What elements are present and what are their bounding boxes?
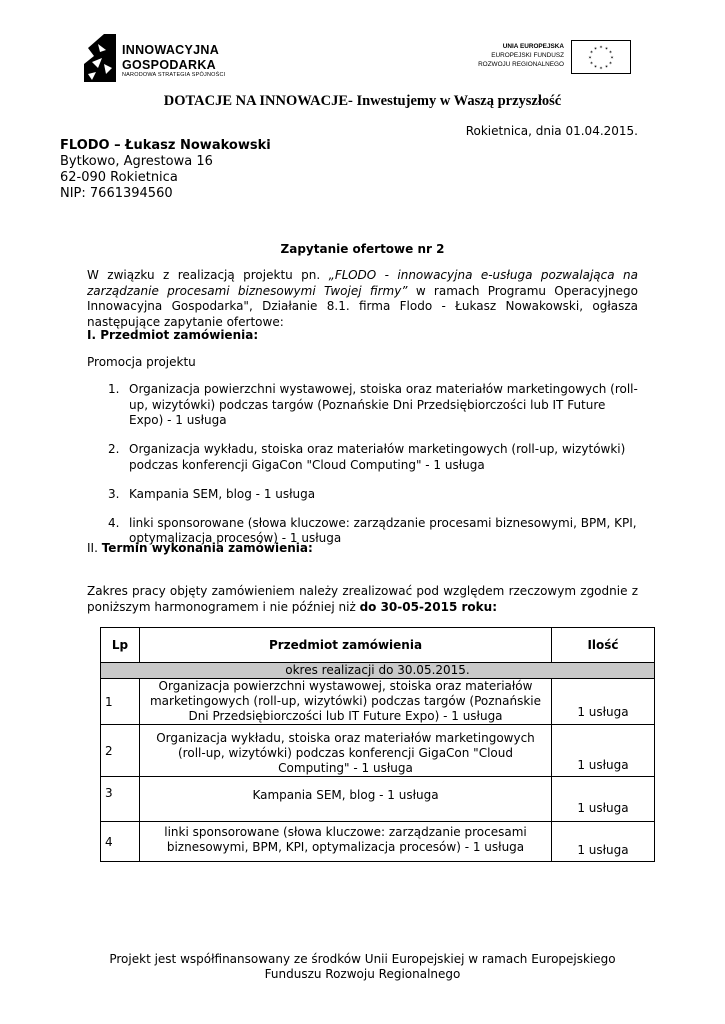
svg-text:✶: ✶	[589, 50, 594, 56]
cell-lp: 4	[101, 822, 140, 862]
company-city: 62-090 Rokietnica	[60, 170, 178, 185]
header-lp: Lp	[101, 628, 140, 663]
header-qty: Ilość	[552, 628, 655, 663]
cell-qty: 1 usługa	[552, 679, 655, 725]
cell-qty: 1 usługa	[552, 822, 655, 862]
item-number: 3.	[108, 486, 120, 501]
item-number: 4.	[108, 515, 120, 530]
scope-paragraph	[87, 584, 638, 615]
section-2-heading	[87, 541, 638, 557]
cell-lp: 2	[101, 725, 140, 777]
eu-line-1: UNIA EUROPEJSKA	[502, 43, 564, 50]
table-row	[101, 822, 655, 862]
eu-logo-text	[460, 42, 564, 69]
innovation-logo-icon	[84, 34, 116, 82]
list-item	[87, 442, 638, 473]
cell-lp: 3	[101, 777, 140, 822]
table-row	[101, 725, 655, 777]
svg-text:✶: ✶	[604, 47, 609, 52]
document-title: Zapytanie ofertowe nr 2	[280, 242, 445, 256]
intro-after: w ramach Programu Operacyjnego Innowacyjna Gospodarka", Działanie 8.1. firma Flodo - Łukasz Nowakowski, ogłasza następujące zapytanie ofertowe:	[87, 283, 638, 329]
svg-text:✶: ✶	[608, 61, 613, 67]
cell-subject: Kampania SEM, blog - 1 usługa	[140, 777, 552, 822]
svg-text:✶: ✶	[599, 45, 603, 51]
scope-text: Zakres pracy objęty zamówieniem należy zrealizować pod względem rzeczowym zgodnie z poniższym harmonogramem i nie później niż	[87, 584, 638, 614]
table-header-row	[101, 628, 655, 663]
cell-qty: 1 usługa	[552, 777, 655, 822]
svg-text:✶: ✶	[593, 47, 598, 52]
cell-qty: 1 usługa	[552, 725, 655, 777]
svg-text:✶: ✶	[610, 56, 614, 61]
company-street: Bytkowo, Agrestowa 16	[60, 154, 213, 169]
eu-line-2: EUROPEJSKI FUNDUSZ	[491, 52, 564, 59]
item-number: 1.	[108, 382, 120, 396]
item-text: Kampania SEM, blog - 1 usługa	[129, 486, 316, 501]
table-row	[101, 777, 655, 822]
section-2-prefix: II.	[87, 541, 102, 555]
item-text: Organizacja wykładu, stoiska oraz materiałów marketingowych (roll-up, wizytówki) podczas konferencji GigaCon "Cloud Computing" - 1 usługa	[129, 442, 626, 472]
logo-line-3: NARODOWA STRATEGIA SPÓJNOŚCI	[122, 72, 226, 78]
eu-logo	[460, 40, 632, 74]
logo-line-1: INNOWACYJNA	[122, 43, 220, 57]
section-2-title: Termin wykonania zamówienia:	[101, 541, 313, 555]
eu-flag-icon	[571, 40, 631, 74]
innowacyjna-gospodarka-logo	[84, 34, 234, 82]
svg-text:✶: ✶	[593, 65, 598, 70]
list-item	[87, 382, 638, 429]
page-heading: DOTACJE NA INNOWACJE- Inwestujemy w Waszą przyszłość	[163, 93, 562, 109]
svg-text:✶: ✶	[588, 56, 592, 61]
svg-text:✶: ✶	[589, 61, 594, 67]
svg-text:✶: ✶	[604, 65, 609, 70]
cell-subject: Organizacja powierzchni wystawowej, stoiska oraz materiałów marketingowych (roll-up, wizytówki) podczas targów (Poznańskie Dni Przedsiębiorczości lub IT Future Expo) - 1 usługa	[140, 679, 552, 725]
svg-text:✶: ✶	[608, 50, 613, 56]
period-row	[101, 663, 655, 679]
list-item	[87, 487, 638, 503]
intro-before: W związku z realizacją projektu pn.	[87, 268, 329, 282]
intro-paragraph	[87, 268, 638, 330]
scope-deadline: do 30-05-2015 roku:	[359, 599, 497, 614]
project-name: „FLODO - innowacyjna e-usługa pozwalająca na zarządzanie procesami biznesowymi Twojej firmy”	[87, 268, 638, 298]
company-name: FLODO – Łukasz Nowakowski	[60, 138, 271, 153]
header-subject: Przedmiot zamówienia	[140, 628, 552, 663]
section-1-subheading: Promocja projektu	[87, 355, 196, 369]
company-address	[60, 138, 271, 202]
cell-subject: Organizacja wykładu, stoiska oraz materiałów marketingowych (roll-up, wizytówki) podczas konferencji GigaCon "Cloud Computing" - 1 usługa	[140, 725, 552, 777]
eu-line-3: ROZWOJU REGIONALNEGO	[478, 61, 564, 68]
order-items-list	[87, 382, 638, 560]
section-1-heading: I. Przedmiot zamówienia:	[87, 328, 259, 342]
cell-subject: linki sponsorowane (słowa kluczowe: zarządzanie procesami biznesowymi, BPM, KPI, optymalizacja procesów) - 1 usługa	[140, 822, 552, 862]
cell-lp: 1	[101, 679, 140, 725]
logo-line-2: GOSPODARKA	[122, 58, 216, 72]
footer-note: Projekt jest współfinansowany ze środków Unii Europejskiej w ramach Europejskiego Funduszu Rozwoju Regionalnego	[109, 952, 616, 981]
document-date: Rokietnica, dnia 01.04.2015.	[465, 124, 638, 138]
item-text: Organizacja powierzchni wystawowej, stoiska oraz materiałów marketingowych (roll-up, wizytówki) podczas targów (Poznańskie Dni Przedsiębiorczości lub IT Future Expo) - 1 usługa	[129, 382, 638, 427]
company-nip: NIP: 7661394560	[60, 186, 173, 201]
svg-text:✶: ✶	[599, 66, 603, 72]
table-row	[101, 679, 655, 725]
period-cell: okres realizacji do 30.05.2015.	[101, 663, 655, 679]
schedule-table	[100, 627, 655, 862]
item-text: linki sponsorowane (słowa kluczowe: zarządzanie procesami biznesowymi, BPM, KPI, optymalizacja procesów) - 1 usługa	[129, 515, 637, 545]
item-number: 2.	[108, 442, 120, 456]
